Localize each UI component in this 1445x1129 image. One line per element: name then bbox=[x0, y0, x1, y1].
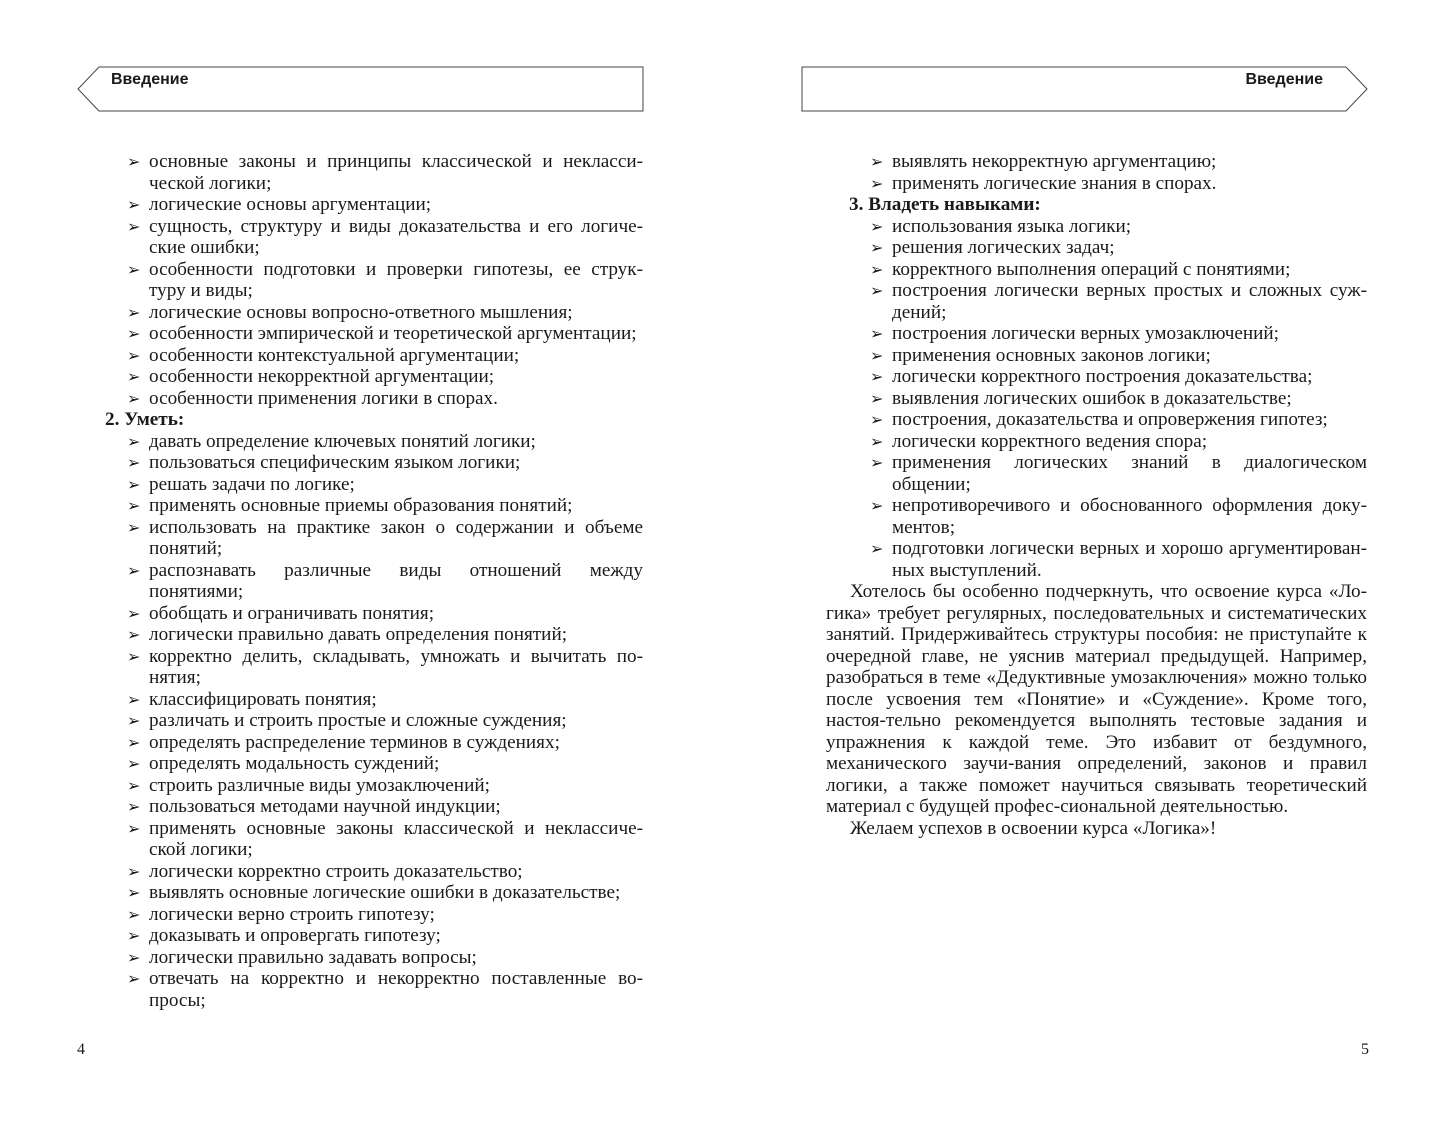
list-item bbox=[826, 345, 1367, 367]
arrow-bullet-icon: ➢ bbox=[127, 302, 141, 322]
arrow-bullet-icon: ➢ bbox=[127, 646, 141, 666]
list-item bbox=[105, 259, 643, 302]
list-item bbox=[105, 732, 643, 754]
arrow-bullet-icon: ➢ bbox=[870, 431, 884, 451]
arrow-bullet-icon: ➢ bbox=[127, 195, 141, 214]
arrow-bullet-icon: ➢ bbox=[127, 818, 141, 838]
list-item-text: применять основные приемы образования понятий; bbox=[149, 495, 573, 516]
arrow-bullet-icon: ➢ bbox=[127, 603, 141, 623]
know-list bbox=[105, 151, 643, 409]
arrow-bullet-icon: ➢ bbox=[127, 926, 141, 945]
list-item bbox=[826, 431, 1367, 453]
list-item bbox=[826, 452, 1367, 495]
section-heading-skills: 2. Уметь: bbox=[105, 409, 185, 430]
list-item bbox=[105, 775, 643, 797]
list-item bbox=[105, 517, 643, 560]
arrow-bullet-icon: ➢ bbox=[870, 539, 884, 558]
arrow-bullet-icon: ➢ bbox=[870, 324, 884, 343]
arrow-bullet-icon: ➢ bbox=[127, 775, 141, 795]
arrow-bullet-icon: ➢ bbox=[127, 754, 141, 773]
list-item-text: строить различные виды умозаключений; bbox=[149, 774, 490, 796]
left-page bbox=[0, 0, 722, 1129]
list-item-text: особенности подготовки и проверки гипотезы, ее струк-туру и виды; bbox=[149, 258, 643, 301]
list-item bbox=[105, 194, 643, 216]
header-title: Введение bbox=[111, 71, 189, 88]
list-item bbox=[826, 495, 1367, 538]
list-item bbox=[105, 603, 643, 625]
arrow-bullet-icon: ➢ bbox=[127, 625, 141, 644]
list-item bbox=[105, 646, 643, 689]
arrow-bullet-icon: ➢ bbox=[127, 969, 141, 988]
arrow-bullet-icon: ➢ bbox=[127, 883, 141, 902]
list-item bbox=[105, 560, 643, 603]
list-item-text: логически корректного ведения спора; bbox=[892, 430, 1208, 452]
arrow-bullet-icon: ➢ bbox=[127, 560, 141, 580]
list-item bbox=[826, 538, 1367, 581]
right-body bbox=[826, 151, 1367, 839]
list-item-text: логически правильно давать определения понятий; bbox=[149, 624, 568, 645]
arrow-bullet-icon: ➢ bbox=[127, 732, 141, 752]
list-item-text: различать и строить простые и сложные суждения; bbox=[149, 710, 567, 731]
list-item-text: пользоваться специфическим языком логики; bbox=[149, 452, 521, 473]
arrow-bullet-icon: ➢ bbox=[127, 324, 141, 343]
list-item-text: обобщать и ограничивать понятия; bbox=[149, 602, 435, 624]
section-heading-possess: 3. Владеть навыками: bbox=[849, 194, 1041, 215]
arrow-bullet-icon: ➢ bbox=[870, 281, 884, 300]
arrow-bullet-icon: ➢ bbox=[127, 453, 141, 472]
arrow-bullet-icon: ➢ bbox=[127, 904, 141, 924]
list-item-text: применения основных законов логики; bbox=[892, 344, 1211, 366]
list-item bbox=[105, 216, 643, 259]
list-item bbox=[105, 302, 643, 324]
page-number: 4 bbox=[77, 1041, 85, 1058]
arrow-bullet-icon: ➢ bbox=[127, 388, 141, 408]
list-item bbox=[105, 861, 643, 883]
arrow-bullet-icon: ➢ bbox=[870, 345, 884, 365]
arrow-bullet-icon: ➢ bbox=[870, 496, 884, 515]
possess-list bbox=[826, 216, 1367, 582]
list-item-text: основные законы и принципы классической и некласси-ческой логики; bbox=[149, 151, 643, 194]
list-item bbox=[105, 474, 643, 496]
list-item bbox=[105, 947, 643, 969]
arrow-bullet-icon: ➢ bbox=[127, 474, 141, 494]
list-item-text: построения логически верных умозаключений; bbox=[892, 323, 1280, 344]
list-item bbox=[826, 173, 1367, 195]
arrow-bullet-icon: ➢ bbox=[127, 861, 141, 881]
list-item-text: применения логических знаний в диалогическом общении; bbox=[892, 452, 1367, 495]
list-item bbox=[105, 366, 643, 388]
page-number: 5 bbox=[1361, 1041, 1369, 1058]
list-item bbox=[826, 259, 1367, 281]
paragraph: Желаем успехов в освоении курса «Логика»! bbox=[850, 817, 1217, 839]
list-item bbox=[826, 409, 1367, 431]
list-item-text: непротиворечивого и обоснованного оформления доку-ментов; bbox=[892, 495, 1367, 538]
list-item bbox=[826, 237, 1367, 259]
arrow-bullet-icon: ➢ bbox=[127, 345, 141, 365]
arrow-bullet-icon: ➢ bbox=[127, 431, 141, 451]
list-item-text: доказывать и опровергать гипотезу; bbox=[149, 925, 441, 946]
arrow-bullet-icon: ➢ bbox=[127, 367, 141, 386]
list-item-text: выявлять некорректную аргументацию; bbox=[892, 151, 1217, 172]
list-item bbox=[826, 388, 1367, 410]
list-item bbox=[105, 624, 643, 646]
arrow-bullet-icon: ➢ bbox=[870, 388, 884, 408]
list-item-text: выявлять основные логические ошибки в доказательстве; bbox=[149, 882, 621, 903]
list-item-text: особенности некорректной аргументации; bbox=[149, 366, 495, 387]
list-item bbox=[105, 710, 643, 732]
list-item-text: построения логически верных простых и сложных суж-дений; bbox=[892, 280, 1367, 323]
list-item bbox=[826, 216, 1367, 238]
list-item-text: применять основные законы классической и неклассиче-ской логики; bbox=[149, 817, 643, 860]
list-item bbox=[105, 753, 643, 775]
right-page bbox=[723, 0, 1445, 1129]
list-item-text: распознавать различные виды отношений между понятиями; bbox=[149, 559, 643, 602]
list-item-text: построения, доказательства и опровержения гипотез; bbox=[892, 409, 1328, 430]
list-item bbox=[105, 882, 643, 904]
arrow-bullet-icon: ➢ bbox=[870, 410, 884, 429]
arrow-bullet-icon: ➢ bbox=[870, 216, 884, 236]
list-item bbox=[826, 151, 1367, 173]
list-item-text: использования языка логики; bbox=[892, 215, 1132, 237]
list-item bbox=[105, 968, 643, 1011]
list-item bbox=[826, 280, 1367, 323]
list-item-text: особенности контекстуальной аргументации; bbox=[149, 344, 520, 366]
list-item-text: сущность, структуру и виды доказательства и его логиче-ские ошибки; bbox=[149, 215, 643, 258]
arrow-bullet-icon: ➢ bbox=[127, 689, 141, 709]
list-item-text: особенности применения логики в спорах. bbox=[149, 387, 498, 409]
running-header-left bbox=[77, 66, 645, 112]
list-item-text: решения логических задач; bbox=[892, 237, 1115, 258]
skills-list bbox=[105, 431, 643, 1012]
arrow-bullet-icon: ➢ bbox=[127, 517, 141, 537]
list-item-text: решать задачи по логике; bbox=[149, 473, 355, 495]
list-item-text: отвечать на корректно и некорректно поставленные во-просы; bbox=[149, 968, 643, 1011]
arrow-bullet-icon: ➢ bbox=[870, 367, 884, 386]
arrow-bullet-icon: ➢ bbox=[870, 238, 884, 257]
list-item-text: определять модальность суждений; bbox=[149, 753, 440, 774]
arrow-bullet-icon: ➢ bbox=[870, 152, 884, 171]
list-item bbox=[826, 323, 1367, 345]
left-body bbox=[105, 151, 643, 1011]
arrow-bullet-icon: ➢ bbox=[127, 947, 141, 967]
arrow-bullet-icon: ➢ bbox=[127, 797, 141, 816]
list-item-text: особенности эмпирической и теоретической аргументации; bbox=[149, 323, 637, 344]
list-item bbox=[105, 495, 643, 517]
list-item-text: определять распределение терминов в суждениях; bbox=[149, 731, 560, 753]
list-item-text: логически корректно строить доказательство; bbox=[149, 860, 523, 882]
list-item-text: применять логические знания в спорах. bbox=[892, 172, 1217, 194]
list-item bbox=[105, 151, 643, 194]
list-item-text: классифицировать понятия; bbox=[149, 688, 377, 710]
arrow-bullet-icon: ➢ bbox=[127, 711, 141, 730]
list-item-text: корректно делить, складывать, умножать и вычитать по-нятия; bbox=[149, 645, 643, 688]
arrow-bullet-icon: ➢ bbox=[127, 152, 141, 171]
list-item bbox=[105, 345, 643, 367]
list-item-text: логические основы аргументации; bbox=[149, 194, 432, 215]
list-item bbox=[826, 366, 1367, 388]
arrow-bullet-icon: ➢ bbox=[127, 496, 141, 515]
list-item-text: использовать на практике закон о содержании и объеме понятий; bbox=[149, 516, 643, 559]
list-item-text: давать определение ключевых понятий логики; bbox=[149, 430, 536, 452]
arrow-bullet-icon: ➢ bbox=[870, 173, 884, 193]
arrow-bullet-icon: ➢ bbox=[127, 259, 141, 279]
header-title: Введение bbox=[1245, 71, 1323, 88]
list-item bbox=[105, 431, 643, 453]
list-item-text: логически верно строить гипотезу; bbox=[149, 903, 435, 925]
arrow-bullet-icon: ➢ bbox=[870, 259, 884, 279]
list-item-text: подготовки логически верных и хорошо аргументирован-ных выступлений. bbox=[892, 538, 1367, 581]
skills-list-continued bbox=[826, 151, 1367, 194]
arrow-bullet-icon: ➢ bbox=[870, 453, 884, 472]
list-item-text: логически правильно задавать вопросы; bbox=[149, 946, 477, 968]
list-item bbox=[105, 904, 643, 926]
list-item-text: корректного выполнения операций с понятиями; bbox=[892, 258, 1291, 280]
list-item-text: выявления логических ошибок в доказательстве; bbox=[892, 387, 1292, 409]
list-item bbox=[105, 323, 643, 345]
list-item-text: логически корректного построения доказательства; bbox=[892, 366, 1313, 387]
list-item bbox=[105, 689, 643, 711]
list-item-text: логические основы вопросно-ответного мышления; bbox=[149, 301, 573, 323]
running-header-right bbox=[801, 66, 1369, 112]
list-item-text: пользоваться методами научной индукции; bbox=[149, 796, 501, 817]
list-item bbox=[105, 452, 643, 474]
list-item bbox=[105, 818, 643, 861]
list-item bbox=[105, 796, 643, 818]
list-item bbox=[105, 925, 643, 947]
list-item bbox=[105, 388, 643, 410]
paragraph: Хотелось бы особенно подчеркнуть, что освоение курса «Ло-гика» требует регулярных, последовательных и систематических занятий. Придерживайтесь структуры пособия: не приступайте к очередной главе, не уяснив материал предыдущей. Например, разобраться в теме «Дедуктивные умозаключения» можно только после усвоения тем «Понятие» и «Суждение». Кроме того, настоя-тельно рекомендуется выполнять тестовые задания и упражнения к каждой теме. Это избавит от бездумного, механического заучи-вания определений, законов и правил логики, а также поможет научиться связывать теоретический материал с будущей профес-сиональной деятельностью. bbox=[826, 581, 1367, 817]
arrow-bullet-icon: ➢ bbox=[127, 216, 141, 236]
